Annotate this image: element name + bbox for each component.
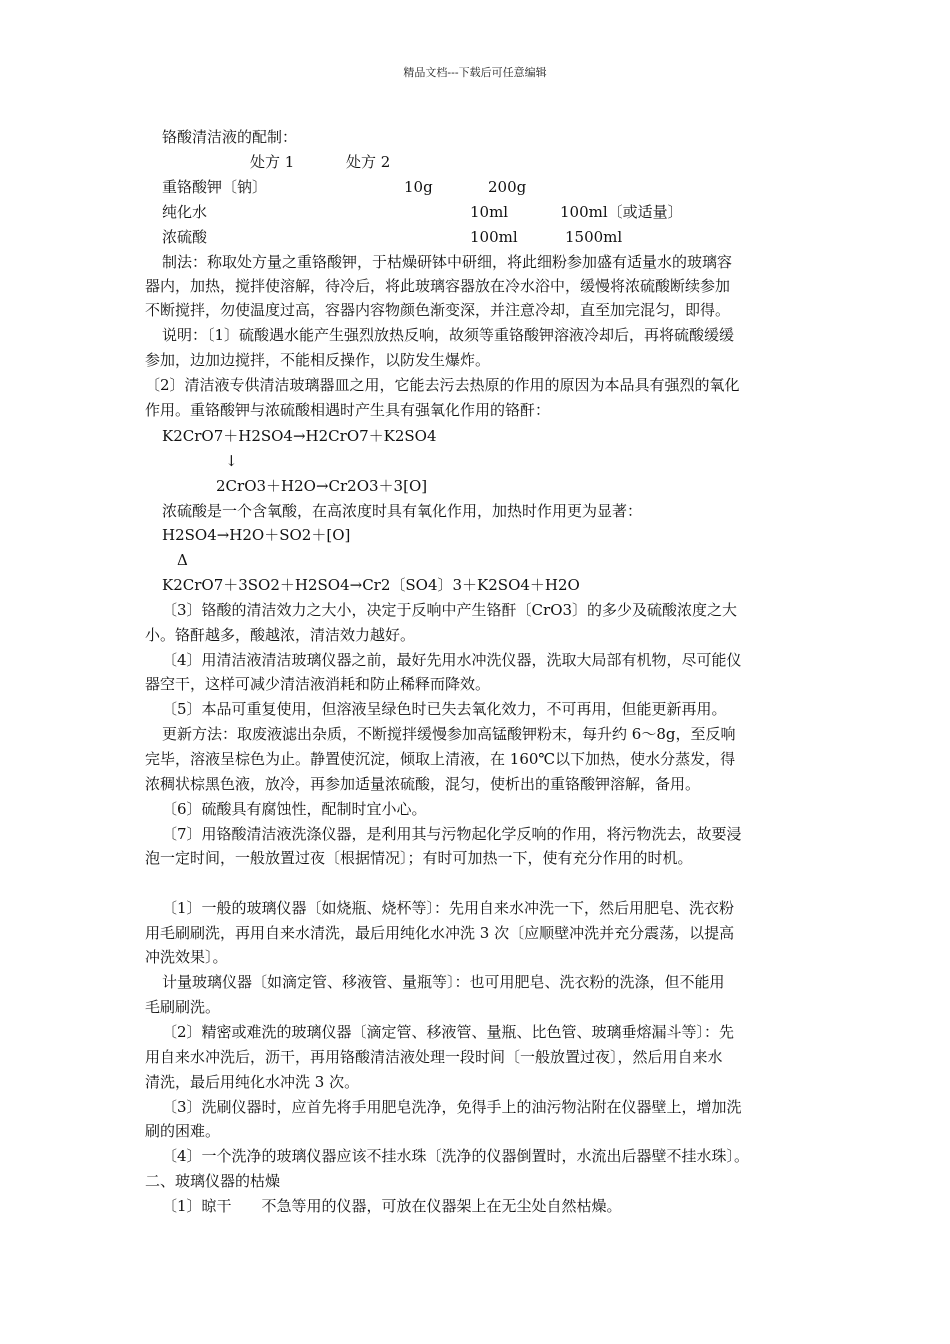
text-line: 〔1〕一般的玻璃仪器〔如烧瓶、烧杯等〕：先用自来水冲洗一下，然后用肥皂、洗衣粉: [162, 899, 735, 917]
equation-line: 2CrO3＋H2O→Cr2O3＋3[O]: [216, 477, 428, 495]
text-line: 刷的困难。: [145, 1122, 221, 1140]
page-header: 精品文档---下载后可任意编辑: [403, 66, 547, 79]
formula-row-v1: 100ml: [470, 228, 518, 246]
text-line: 浓硫酸是一个含氧酸，在高浓度时具有氧化作用，加热时作用更为显著：: [162, 502, 643, 520]
formula-row-name: 重铬酸钾〔钠〕: [162, 178, 268, 196]
text-line: 〔3〕铬酸的清洁效力之大小，决定于反响中产生铬酐〔CrO3〕的多少及硫酸浓度之大: [162, 601, 738, 619]
formula-col2-header: 处方 2: [346, 153, 391, 171]
text-line: 冲洗效果〕。: [145, 948, 228, 966]
section-heading: 二、玻璃仪器的枯燥: [145, 1172, 281, 1190]
formula-row-v2: 200g: [488, 178, 527, 196]
text-line: 制法：称取处方量之重铬酸钾，于枯燥研钵中研细，将此细粉参加盛有适量水的玻璃容: [162, 253, 733, 271]
text-line: 浓稠状棕黑色液，放冷，再参加适量浓硫酸，混匀，使析出的重铬酸钾溶解，备用。: [145, 775, 701, 793]
equation-line: K2CrO7＋3SO2＋H2SO4→Cr2〔SO4〕3＋K2SO4＋H2O: [162, 576, 580, 594]
text-line: 不断搅拌，勿使温度过高，容器内容物颜色渐变深，并注意冷却，直至加完混匀，即得。: [145, 301, 731, 319]
formula-row-v2: 100ml〔或适量〕: [560, 203, 683, 221]
text-line: 计量玻璃仪器〔如滴定管、移液管、量瓶等〕：也可用肥皂、洗衣粉的洗涤，但不能用: [162, 973, 725, 991]
text-line: 〔5〕本品可重复使用，但溶液呈绿色时已失去氧化效力，不可再用，但能更新再用。: [162, 700, 727, 718]
arrow-down-icon: ↓: [225, 452, 238, 470]
text-line: 说明：〔1〕硫酸遇水能产生强烈放热反响，故须等重铬酸钾溶液冷却后，再将硫酸缓缓: [162, 326, 735, 344]
text-line: 参加，边加边搅拌，不能相反操作，以防发生爆炸。: [145, 351, 491, 369]
text-line: 作用。重铬酸钾与浓硫酸相遇时产生具有强氧化作用的铬酐：: [145, 401, 551, 419]
equation-line: H2SO4→H2O＋SO2＋[O]: [162, 526, 351, 544]
text-line: 〔2〕精密或难洗的玻璃仪器〔滴定管、移液管、量瓶、比色管、玻璃垂熔漏斗等〕：先: [162, 1023, 735, 1041]
text-line: 用毛刷刷洗，再用自来水清洗，最后用纯化水冲洗 3 次〔应顺壁冲洗并充分震荡，以提高: [145, 924, 735, 942]
text-line: 〔7〕用铬酸清洁液洗涤仪器，是利用其与污物起化学反响的作用，将污物洗去，故要浸: [162, 825, 742, 843]
text-line: 〔6〕硫酸具有腐蚀性，配制时宜小心。: [162, 800, 427, 818]
text-line: 器内，加热，搅拌使溶解，待冷后，将此玻璃容器放在冷水浴中，缓慢将浓硫酸断续参加: [145, 277, 731, 295]
text-line: 小。铬酐越多，酸越浓，清洁效力越好。: [145, 626, 416, 644]
text-line: 更新方法：取废液滤出杂质，不断搅拌缓慢参加高锰酸钾粉末，每升约 6～8g，至反响: [162, 725, 736, 743]
formula-col1-header: 处方 1: [250, 153, 295, 171]
text-line: 〔1〕晾干 不急等用的仪器，可放在仪器架上在无尘处自然枯燥。: [162, 1197, 622, 1215]
text-line: 〔2〕清洁液专供清洁玻璃器皿之用，它能去污去热原的作用的原因为本品具有强烈的氧化: [145, 376, 740, 394]
text-line: 器空干，这样可减少清洁液消耗和防止稀释而降效。: [145, 675, 491, 693]
formula-row-v1: 10g: [404, 178, 433, 196]
delta-symbol: Δ: [177, 551, 188, 569]
text-line: 〔4〕一个洗净的玻璃仪器应该不挂水珠〔洗净的仪器倒置时，水流出后器壁不挂水珠〕。: [162, 1147, 750, 1165]
text-line: 〔4〕用清洁液清洁玻璃仪器之前，最好先用水冲洗仪器，洗取大局部有机物，尽可能仪: [162, 651, 742, 669]
text-line: 毛刷刷洗。: [145, 998, 221, 1016]
text-line: 清洗，最后用纯化水冲洗 3 次。: [145, 1073, 360, 1091]
equation-line: K2CrO7＋H2SO4→H2CrO7＋K2SO4: [162, 427, 437, 445]
text-line: 用自来水冲洗后，沥干，再用铬酸清洁液处理一段时间〔一般放置过夜〕，然后用自来水: [145, 1048, 723, 1066]
section-title: 铬酸清洁液的配制：: [162, 128, 298, 146]
formula-row-v1: 10ml: [470, 203, 509, 221]
text-line: 〔3〕洗刷仪器时，应首先将手用肥皂洗净，免得手上的油污物沾附在仪器壁上，增加洗: [162, 1098, 742, 1116]
text-line: 泡一定时间，一般放置过夜〔根据情况〕；有时可加热一下，使有充分作用的时机。: [145, 849, 693, 867]
formula-row-name: 纯化水: [162, 203, 208, 221]
text-line: 完毕，溶液呈棕色为止。静置使沉淀，倾取上清液，在 160℃以下加热，使水分蒸发，得: [145, 750, 736, 768]
formula-row-name: 浓硫酸: [162, 228, 208, 246]
formula-row-v2: 1500ml: [565, 228, 623, 246]
